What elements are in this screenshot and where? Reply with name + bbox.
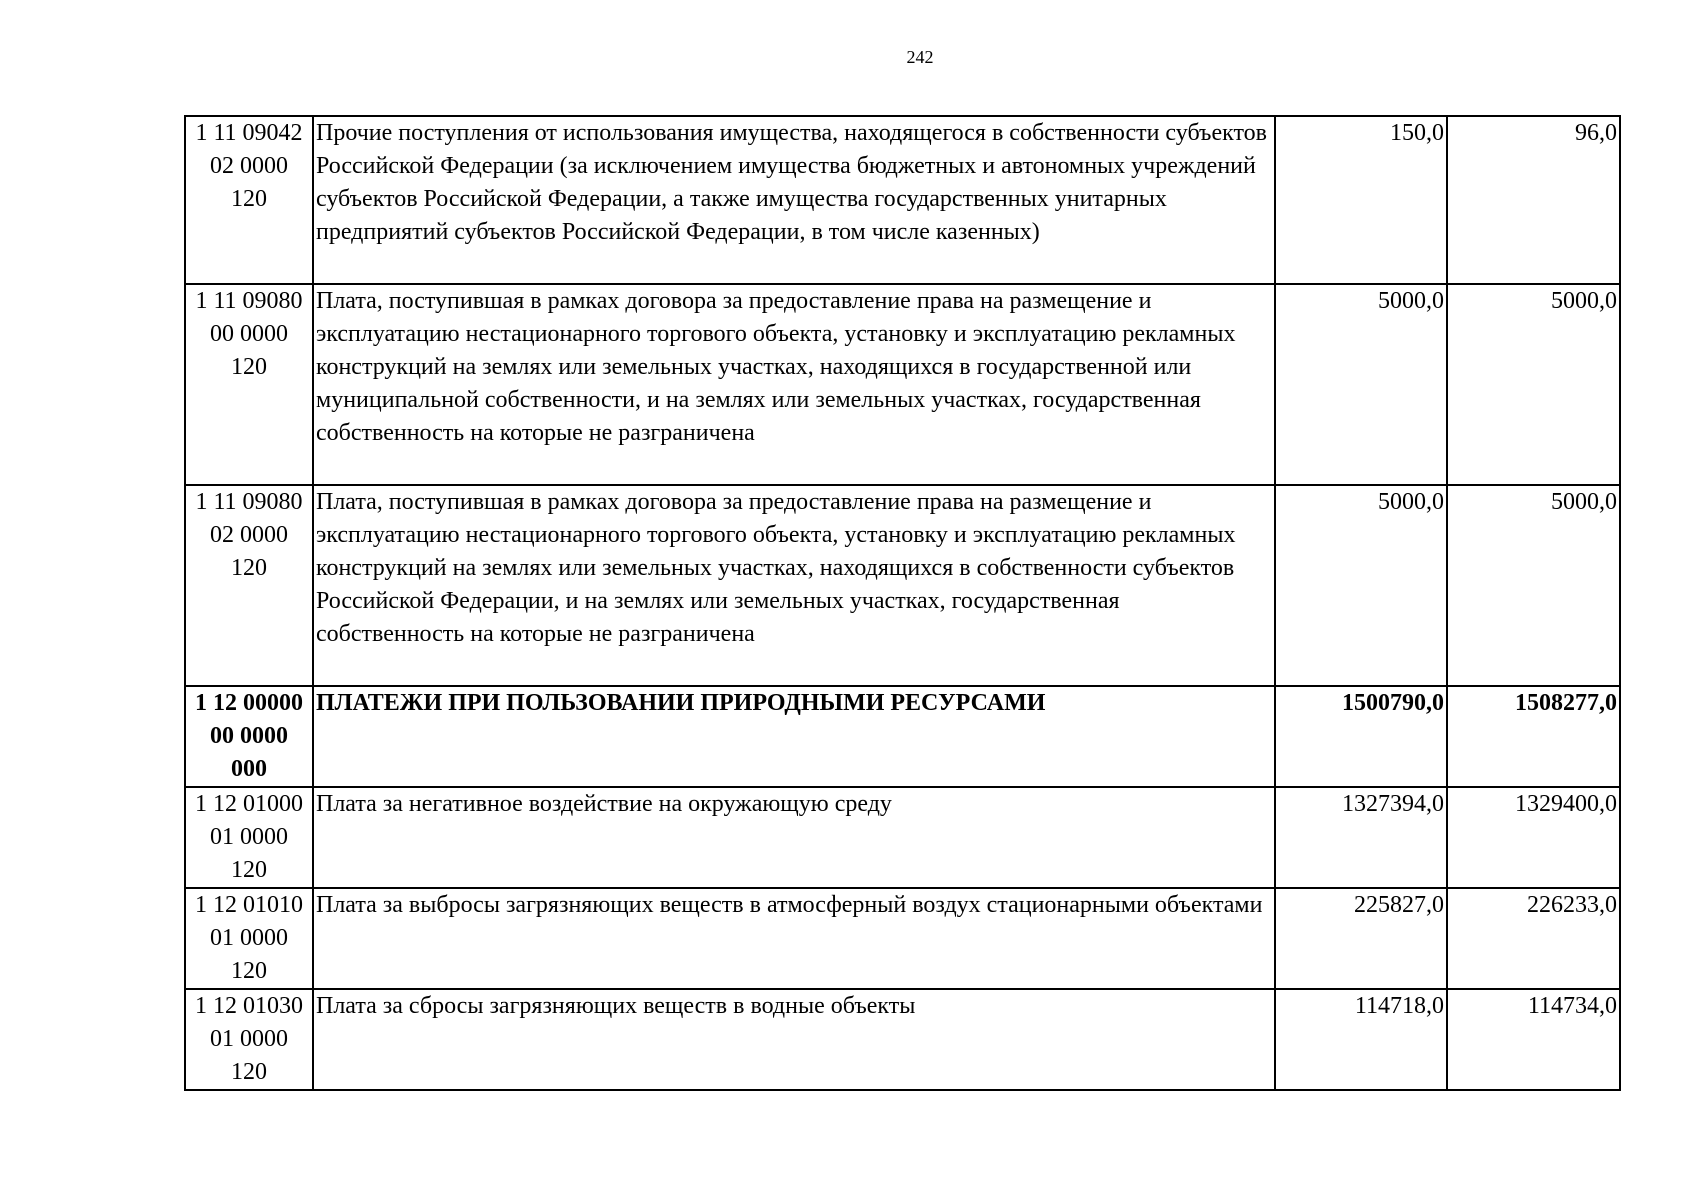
value-cell-second: 5000,0 (1447, 485, 1620, 686)
budget-code-line: 1 11 09042 (195, 120, 303, 146)
budget-code-line: 01 0000 (210, 1026, 288, 1052)
table-row (185, 888, 1620, 989)
budget-table (184, 115, 1621, 1091)
value-cell-first: 150,0 (1275, 116, 1447, 284)
budget-code-line: 120 (231, 186, 267, 212)
value-cell-second: 5000,0 (1447, 284, 1620, 485)
table-row (185, 116, 1620, 284)
budget-code-line: 1 12 01010 (195, 892, 303, 918)
value-cell-second: 226233,0 (1447, 888, 1620, 989)
income-name-cell: Плата за сбросы загрязняющих веществ в водные объекты (313, 989, 1275, 1090)
income-name-cell: ПЛАТЕЖИ ПРИ ПОЛЬЗОВАНИИ ПРИРОДНЫМИ РЕСУРСАМИ (313, 686, 1275, 787)
value-cell-second: 1508277,0 (1447, 686, 1620, 787)
budget-code-line: 1 12 01000 (195, 791, 303, 817)
budget-code-line: 00 0000 (210, 321, 288, 347)
budget-code-cell (185, 787, 313, 888)
income-name-cell: Плата, поступившая в рамках договора за предоставление права на размещение и эксплуатацию нестационарного торгового объекта, установку и эксплуатацию рекламных конструкций на землях или земельных участках, находящихся в собственности субъектов Российской Федерации, и на землях или земельных участках, государственная собственность на которые не разграничена (313, 485, 1275, 686)
budget-code-line: 120 (231, 958, 267, 984)
budget-code-line: 1 12 01030 (195, 993, 303, 1019)
value-cell-second: 96,0 (1447, 116, 1620, 284)
table-row (185, 787, 1620, 888)
budget-code-cell (185, 485, 313, 686)
table-row (185, 284, 1620, 485)
table-row (185, 485, 1620, 686)
budget-code-line: 120 (231, 1059, 267, 1085)
value-cell-second: 1329400,0 (1447, 787, 1620, 888)
income-name-cell: Прочие поступления от использования имущества, находящегося в собственности субъектов Российской Федерации (за исключением имущества бюджетных и автономных учреждений субъектов Российской Федерации, а также имущества государственных унитарных предприятий субъектов Российской Федерации, в том числе казенных) (313, 116, 1275, 284)
value-cell-first: 5000,0 (1275, 284, 1447, 485)
value-cell-second: 114734,0 (1447, 989, 1620, 1090)
value-cell-first: 5000,0 (1275, 485, 1447, 686)
budget-code-line: 000 (231, 756, 267, 782)
budget-code-line: 00 0000 (210, 723, 288, 749)
budget-code-line: 01 0000 (210, 925, 288, 951)
budget-code-line: 1 11 09080 (195, 288, 303, 314)
budget-code-line: 02 0000 (210, 522, 288, 548)
budget-code-line: 1 12 00000 (195, 690, 303, 716)
value-cell-first: 114718,0 (1275, 989, 1447, 1090)
budget-code-line: 120 (231, 555, 267, 581)
budget-code-line: 01 0000 (210, 824, 288, 850)
value-cell-first: 225827,0 (1275, 888, 1447, 989)
value-cell-first: 1500790,0 (1275, 686, 1447, 787)
budget-code-line: 1 11 09080 (195, 489, 303, 515)
budget-code-cell (185, 989, 313, 1090)
income-name-cell: Плата за негативное воздействие на окружающую среду (313, 787, 1275, 888)
table-row-section-total (185, 686, 1620, 787)
budget-code-cell (185, 116, 313, 284)
budget-code-line: 120 (231, 354, 267, 380)
budget-code-cell (185, 284, 313, 485)
budget-code-cell (185, 888, 313, 989)
budget-code-line: 02 0000 (210, 153, 288, 179)
budget-code-line: 120 (231, 857, 267, 883)
budget-code-cell (185, 686, 313, 787)
income-name-cell: Плата, поступившая в рамках договора за предоставление права на размещение и эксплуатацию нестационарного торгового объекта, установку и эксплуатацию рекламных конструкций на землях или земельных участках, находящихся в государственной или муниципальной собственности, и на землях или земельных участках, государственная собственность на которые не разграничена (313, 284, 1275, 485)
value-cell-first: 1327394,0 (1275, 787, 1447, 888)
income-name-cell: Плата за выбросы загрязняющих веществ в атмосферный воздух стационарными объектами (313, 888, 1275, 989)
page-number: 242 (906, 47, 934, 67)
table-row (185, 989, 1620, 1090)
